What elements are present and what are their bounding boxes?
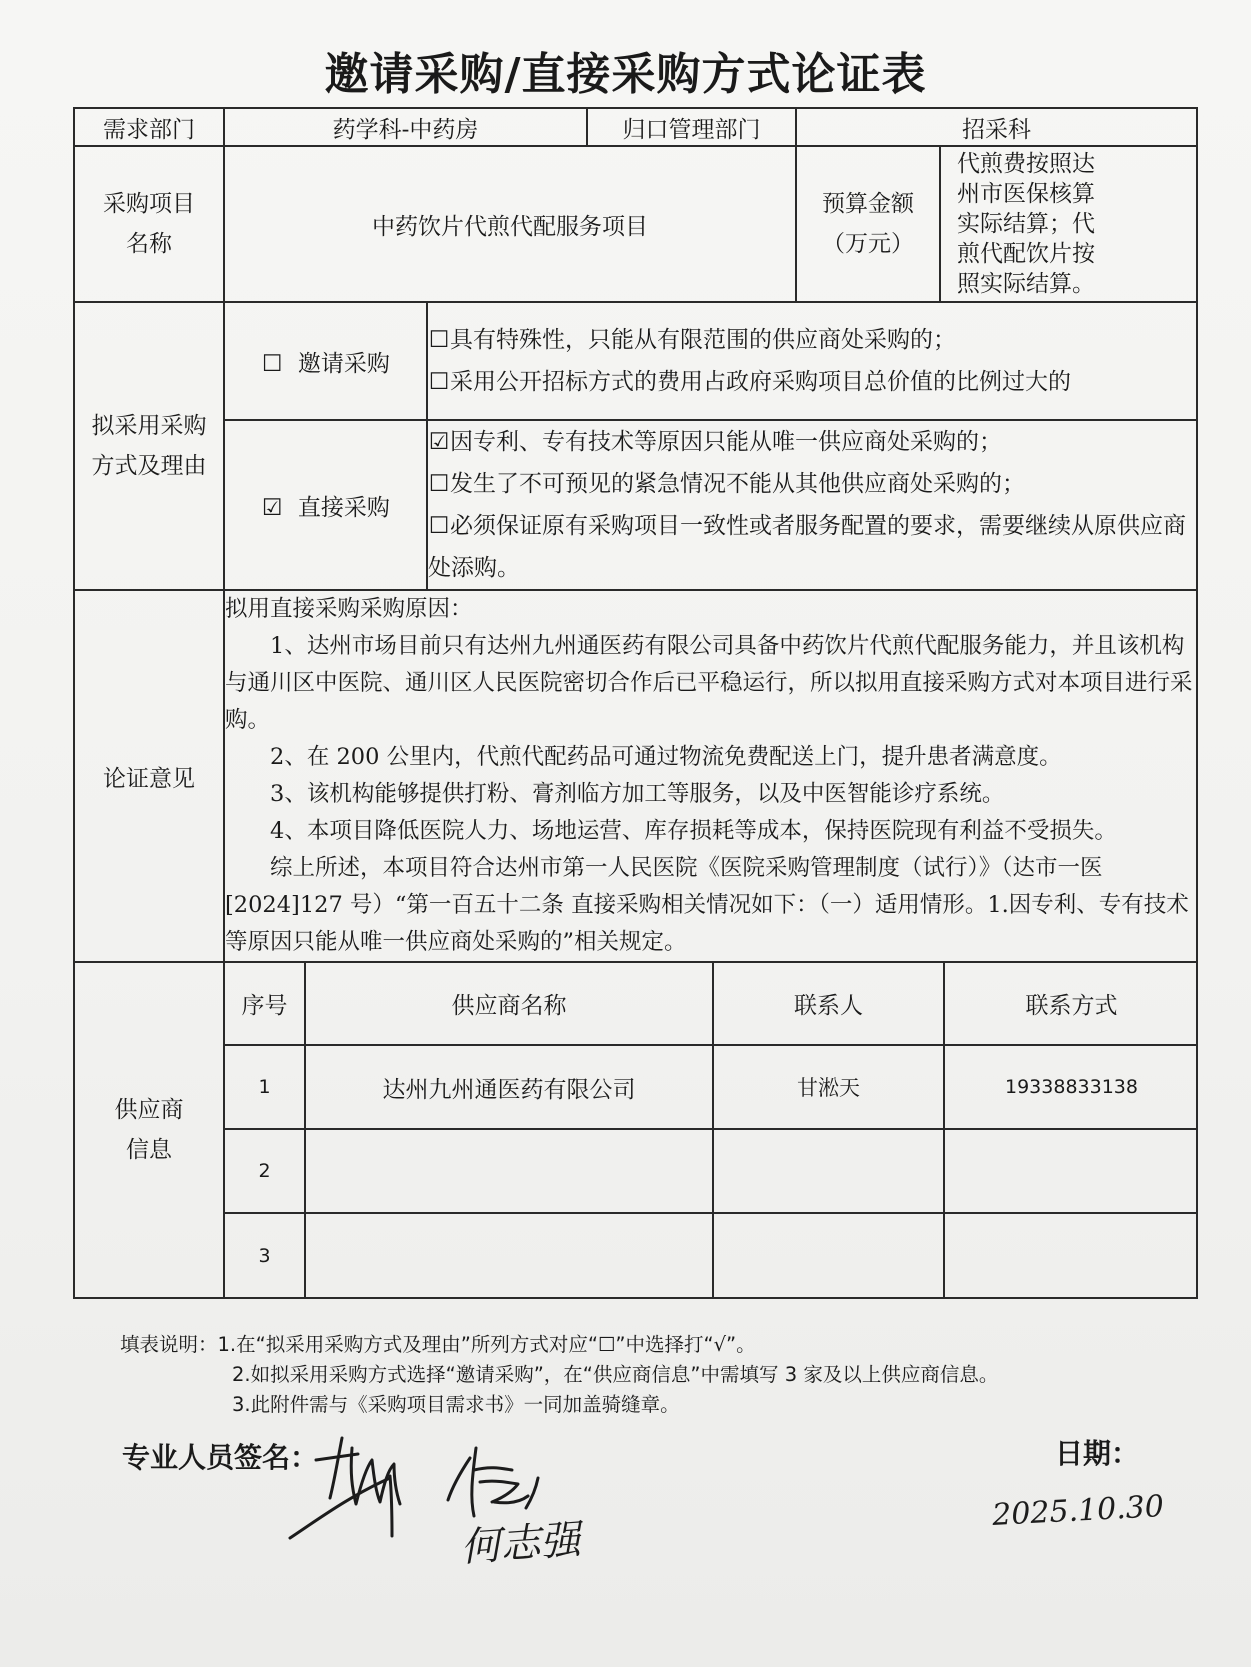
direct-label: 直接采购: [297, 494, 390, 521]
signature-name: [455, 1510, 655, 1580]
invite-label: 邀请采购: [297, 350, 390, 377]
direct-procurement-row: [74, 420, 1197, 590]
method-label: 拟采用采购 方式及理由: [74, 302, 224, 590]
budget-label: 预算金额 （万元）: [796, 146, 940, 302]
dept-label: 需求部门: [74, 108, 224, 146]
supplier-row: [74, 962, 1197, 1298]
direct-reason-1: ☑因专利、专有技术等原因只能从唯一供应商处采购的；: [428, 421, 1196, 463]
opinion-label: 论证意见: [74, 590, 224, 962]
supplier-no: 2: [225, 1129, 305, 1213]
col-header-phone: 联系方式: [944, 963, 1198, 1045]
mgmt-dept-label: 归口管理部门: [587, 108, 796, 146]
signature-name-text: 何志强: [459, 1516, 583, 1572]
opinion-paragraph-1: 1、达州市场目前只有达州九州通医药有限公司具备中药饮片代煎代配服务能力，并且该机构与通川区中医院、通川区人民医院密切合作后已平稳运行，所以拟用直接采购方式对本项目进行采购。: [225, 633, 1193, 733]
direct-checkbox[interactable]: ☑: [261, 494, 283, 521]
note-item-2: 2.如拟采用采购方式选择“邀请采购”，在“供应商信息”中需填写 3 家及以上供应商信息。: [232, 1363, 999, 1386]
direct-option: [224, 420, 427, 590]
supplier-contact: 甘淞天: [713, 1045, 944, 1129]
supplier-name: [305, 1129, 713, 1213]
supplier-phone: [944, 1129, 1198, 1213]
invite-option: [224, 302, 427, 420]
invite-reason-1-checkbox[interactable]: ☐: [428, 327, 450, 353]
project-name-value: 中药饮片代煎代配服务项目: [224, 146, 796, 302]
opinion-paragraph-4: 4、本项目降低医院人力、场地运营、库存损耗等成本，保持医院现有利益不受损失。: [270, 818, 1117, 844]
handwritten-date-text: 2025.10.30: [991, 1489, 1165, 1533]
supplier-phone: 19338833138: [944, 1045, 1198, 1129]
note-item-1: 1.在“拟采用采购方式及理由”所列方式对应“☐”中选择打“√”。: [217, 1333, 756, 1356]
mgmt-dept-value: 招采科: [796, 108, 1197, 146]
supplier-no: 1: [225, 1045, 305, 1129]
invite-reasons: [427, 302, 1197, 420]
supplier-contact: [713, 1129, 944, 1213]
note-item-3: 3.此附件需与《采购项目需求书》一同加盖骑缝章。: [232, 1393, 680, 1416]
opinion-paragraph-5: 综上所述，本项目符合达州市第一人民医院《医院采购管理制度（试行）》（达市一医[2024]127 号）“第一百五十二条 直接采购相关情况如下：（一）适用情形。1.因专利、专有技术等原因只能从唯一供应商处采购的”相关规定。: [225, 855, 1189, 955]
col-header-no: 序号: [225, 963, 305, 1045]
document-title: 邀请采购/直接采购方式论证表: [324, 49, 927, 100]
date-label: 日期：: [1055, 1437, 1140, 1470]
invite-checkbox[interactable]: ☐: [261, 350, 283, 377]
invite-reason-2-checkbox[interactable]: ☐: [428, 369, 450, 395]
supplier-no: 3: [225, 1213, 305, 1297]
supplier-phone: [944, 1213, 1198, 1297]
project-name-label: 采购项目 名称: [74, 146, 224, 302]
table-row: [225, 1129, 1198, 1213]
table-row: [225, 1045, 1198, 1129]
project-row: [74, 146, 1197, 302]
supplier-table: [225, 963, 1198, 1297]
notes-lead: 填表说明：: [120, 1333, 218, 1356]
department-row: [74, 108, 1197, 146]
invite-procurement-row: [74, 302, 1197, 420]
opinion-intro: 拟用直接采购采购原因：: [225, 596, 473, 622]
table-row: [225, 1213, 1198, 1297]
direct-reason-2: ☐发生了不可预见的紧急情况不能从其他供应商处采购的；: [428, 463, 1196, 505]
col-header-name: 供应商名称: [305, 963, 713, 1045]
handwritten-date: [988, 1478, 1188, 1538]
supplier-label: 供应商 信息: [74, 962, 224, 1298]
direct-reason-3-checkbox[interactable]: ☐: [428, 513, 450, 539]
invite-reason-2: ☐采用公开招标方式的费用占政府采购项目总价值的比例过大的: [428, 361, 1196, 403]
direct-reasons: [427, 420, 1197, 590]
supplier-name: [305, 1213, 713, 1297]
invite-reason-1: ☐具有特殊性，只能从有限范围的供应商处采购的；: [428, 319, 1196, 361]
col-header-contact: 联系人: [713, 963, 944, 1045]
direct-reason-1-checkbox[interactable]: ☑: [428, 429, 450, 455]
opinion-paragraph-3: 3、该机构能够提供打粉、膏剂临方加工等服务，以及中医智能诊疗系统。: [270, 781, 1005, 807]
justification-form: [73, 107, 1198, 1299]
budget-value: 代煎费按照达 州市医保核算 实际结算；代 煎代配饮片按 照实际结算。: [940, 146, 1197, 302]
opinion-text: [224, 590, 1197, 962]
supplier-table-cell: [224, 962, 1197, 1298]
supplier-header-row: [225, 963, 1198, 1045]
signature-label: 专业人员签名：: [122, 1441, 319, 1474]
direct-reason-3: ☐必须保证原有采购项目一致性或者服务配置的要求，需要继续从原供应商处添购。: [428, 505, 1196, 589]
opinion-paragraph-2: 2、在 200 公里内，代煎代配药品可通过物流免费配送上门，提升患者满意度。: [270, 744, 1062, 770]
dept-value: 药学科-中药房: [224, 108, 587, 146]
fill-instructions: [120, 1330, 998, 1420]
direct-reason-2-checkbox[interactable]: ☐: [428, 471, 450, 497]
supplier-name: 达州九州通医药有限公司: [305, 1045, 713, 1129]
supplier-contact: [713, 1213, 944, 1297]
opinion-row: [74, 590, 1197, 962]
